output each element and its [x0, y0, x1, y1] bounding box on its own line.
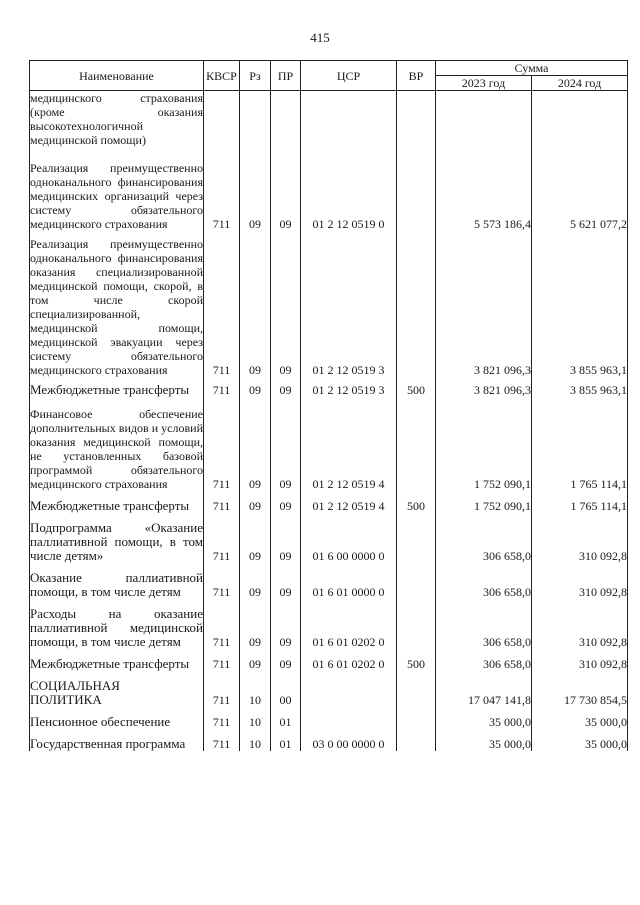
table-row: [30, 599, 628, 649]
row-name: Пенсионное обеспечение: [30, 707, 204, 729]
row-pr: 09: [271, 599, 301, 649]
row-pr: 09: [271, 231, 301, 377]
row-csr: 01 2 12 0519 0: [301, 161, 397, 231]
table-row: [30, 397, 628, 491]
row-pr: 09: [271, 649, 301, 671]
table-row: [30, 729, 628, 751]
row-name: медицинского страхования (кроме оказания высокотехнологичной медицинской помощи): [30, 91, 203, 147]
row-pr: 09: [271, 563, 301, 599]
row-rz: 09: [240, 397, 271, 491]
row-vr: [397, 91, 436, 148]
row-vr: [397, 707, 436, 729]
row-sum-2023: [436, 91, 532, 148]
table-row: [30, 231, 628, 377]
row-rz: 09: [240, 161, 271, 231]
row-sum-2023: 306 658,0: [436, 599, 532, 649]
row-kvsr: 711: [204, 377, 240, 397]
row-kvsr: 711: [204, 707, 240, 729]
row-sum-2023: 1 752 090,1: [436, 397, 532, 491]
table-row: [30, 671, 628, 707]
row-sum-2023: 306 658,0: [436, 563, 532, 599]
row-csr: 01 6 01 0202 0: [301, 599, 397, 649]
table-row: [30, 707, 628, 729]
row-pr: 09: [271, 377, 301, 397]
row-rz: 10: [240, 671, 271, 707]
budget-table: [29, 60, 628, 751]
row-name: Подпрограмма «Оказание паллиативной помощи, в том числе детям»: [30, 513, 204, 563]
table-row: [30, 649, 628, 671]
row-sum-2023: 1 752 090,1: [436, 491, 532, 513]
row-pr: 09: [271, 161, 301, 231]
row-csr: 01 2 12 0519 4: [301, 491, 397, 513]
row-sum-2024: 3 855 963,1: [532, 377, 628, 397]
page-number: 415: [310, 30, 330, 45]
row-csr: 01 6 00 0000 0: [301, 513, 397, 563]
table-row: [30, 491, 628, 513]
row-kvsr: 711: [204, 649, 240, 671]
header-pr: ПР: [271, 61, 301, 91]
row-sum-2023: 35 000,0: [436, 707, 532, 729]
row-name: Межбюджетные трансферты: [30, 649, 204, 671]
row-vr: [397, 513, 436, 563]
row-vr: [397, 563, 436, 599]
table-row: [30, 563, 628, 599]
row-rz: 09: [240, 231, 271, 377]
row-name: Расходы на оказание паллиативной медицинской помощи, в том числе детям: [30, 599, 204, 649]
row-sum-2024: 1 765 114,1: [532, 397, 628, 491]
row-name: Оказание паллиативной помощи, в том числе детям: [30, 563, 204, 599]
row-vr: 500: [397, 649, 436, 671]
row-pr: 00: [271, 671, 301, 707]
row-kvsr: 711: [204, 231, 240, 377]
row-kvsr: 711: [204, 599, 240, 649]
row-sum-2024: 1 765 114,1: [532, 491, 628, 513]
row-rz: 09: [240, 377, 271, 397]
row-csr: [301, 91, 397, 148]
row-vr: [397, 397, 436, 491]
row-sum-2024: 310 092,8: [532, 513, 628, 563]
row-sum-2023: 17 047 141,8: [436, 671, 532, 707]
row-sum-2024: 5 621 077,2: [532, 161, 628, 231]
header-rz: Рз: [240, 61, 271, 91]
row-rz: 09: [240, 491, 271, 513]
row-rz: 09: [240, 649, 271, 671]
header-csr: ЦСР: [301, 61, 397, 91]
row-csr: 01 2 12 0519 4: [301, 397, 397, 491]
row-kvsr: 711: [204, 563, 240, 599]
row-kvsr: [204, 91, 240, 148]
header-sum: Сумма: [436, 61, 628, 76]
row-sum-2023: 35 000,0: [436, 729, 532, 751]
row-sum-2023: 306 658,0: [436, 649, 532, 671]
header-vr: ВР: [397, 61, 436, 91]
row-kvsr: 711: [204, 671, 240, 707]
row-rz: 09: [240, 563, 271, 599]
row-vr: [397, 671, 436, 707]
row-sum-2023: 5 573 186,4: [436, 161, 532, 231]
row-name: Межбюджетные трансферты: [30, 377, 204, 397]
row-sum-2024: [532, 91, 628, 148]
row-csr: [301, 707, 397, 729]
row-kvsr: 711: [204, 491, 240, 513]
row-sum-2024: 35 000,0: [532, 729, 628, 751]
row-sum-2023: 306 658,0: [436, 513, 532, 563]
row-rz: 10: [240, 707, 271, 729]
row-vr: 500: [397, 377, 436, 397]
row-sum-2023: 3 821 096,3: [436, 377, 532, 397]
row-csr: [301, 671, 397, 707]
row-csr: 03 0 00 0000 0: [301, 729, 397, 751]
row-pr: 09: [271, 491, 301, 513]
row-sum-2023: 3 821 096,3: [436, 231, 532, 377]
row-sum-2024: 310 092,8: [532, 649, 628, 671]
row-rz: 09: [240, 599, 271, 649]
row-name: Реализация преимущественно одноканального финансирования медицинских организаций через систему обязательного медицинского страхования: [30, 161, 203, 231]
row-rz: [240, 91, 271, 148]
row-vr: [397, 231, 436, 377]
row-vr: [397, 599, 436, 649]
row-vr: [397, 729, 436, 751]
row-sum-2024: 3 855 963,1: [532, 231, 628, 377]
header-year-2024: 2024 год: [532, 76, 628, 91]
row-vr: 500: [397, 491, 436, 513]
row-rz: 10: [240, 729, 271, 751]
row-pr: 01: [271, 707, 301, 729]
row-sum-2024: 17 730 854,5: [532, 671, 628, 707]
row-rz: 09: [240, 513, 271, 563]
row-name: Государственная программа: [30, 729, 204, 751]
header-year-2023: 2023 год: [436, 76, 532, 91]
row-kvsr: 711: [204, 729, 240, 751]
row-sum-2024: 310 092,8: [532, 599, 628, 649]
row-pr: 09: [271, 397, 301, 491]
row-pr: [271, 91, 301, 148]
row-kvsr: 711: [204, 161, 240, 231]
table-row: [30, 161, 628, 231]
row-name: СОЦИАЛЬНАЯ ПОЛИТИКА: [30, 671, 204, 707]
row-csr: 01 6 01 0000 0: [301, 563, 397, 599]
row-name: Реализация преимущественно одноканального финансирования оказания специализированной медицинской помощи, скорой, в том числе скорой специализированной, медицинской помощи, медицинской эвакуации через систему обязательного медицинского страхования: [30, 231, 204, 377]
table-row: [30, 91, 628, 148]
header-kvsr: КВСР: [204, 61, 240, 91]
row-name: Финансовое обеспечение дополнительных видов и условий оказания медицинской помощи, не установленных базовой программой обязательного медицинского страхования: [30, 397, 204, 491]
row-name: Межбюджетные трансферты: [30, 491, 204, 513]
row-kvsr: 711: [204, 513, 240, 563]
row-csr: 01 6 01 0202 0: [301, 649, 397, 671]
row-csr: 01 2 12 0519 3: [301, 231, 397, 377]
row-pr: 09: [271, 513, 301, 563]
row-csr: 01 2 12 0519 3: [301, 377, 397, 397]
row-vr: [397, 161, 436, 231]
header-name: Наименование: [30, 61, 204, 91]
row-kvsr: 711: [204, 397, 240, 491]
row-pr: 01: [271, 729, 301, 751]
row-sum-2024: 35 000,0: [532, 707, 628, 729]
row-sum-2024: 310 092,8: [532, 563, 628, 599]
table-row: [30, 377, 628, 397]
table-row: [30, 513, 628, 563]
